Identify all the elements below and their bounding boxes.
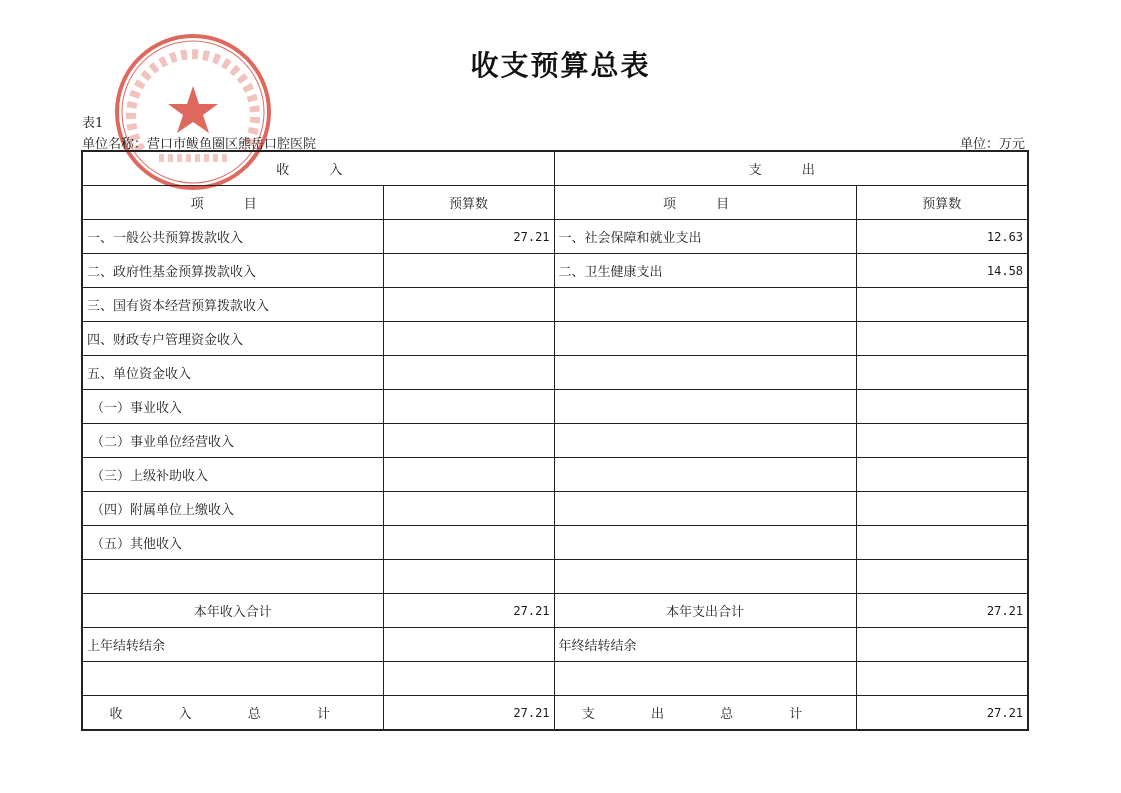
income-value-cell: [383, 492, 554, 526]
income-item-cell: 二、政府性基金预算拨款收入: [82, 254, 383, 288]
expense-value-cell: [856, 526, 1028, 560]
income-value-cell: [383, 288, 554, 322]
income-total-label: 上年结转结余: [82, 628, 383, 662]
income-total-value: 27.21: [383, 696, 554, 731]
income-value-cell: [383, 254, 554, 288]
table-row: [82, 492, 1028, 526]
expense-total-label: 本年支出合计: [554, 594, 856, 628]
income-value-cell: [383, 526, 554, 560]
expense-item-cell: [554, 424, 856, 458]
expense-item-cell: [554, 492, 856, 526]
income-item-cell: [82, 560, 383, 594]
expense-item-cell: [554, 322, 856, 356]
income-item-cell: 五、单位资金收入: [82, 356, 383, 390]
unit-name-value: 营口市鲅鱼圈区熊岳口腔医院: [147, 137, 317, 152]
income-header: 收 入: [82, 151, 554, 186]
income-value-cell: [383, 560, 554, 594]
income-total-label: 收 入 总 计: [82, 696, 383, 731]
income-item-cell: （二）事业单位经营收入: [82, 424, 383, 458]
income-value-cell: [383, 356, 554, 390]
table-row: [82, 424, 1028, 458]
expense-item-cell: 二、卫生健康支出: [554, 254, 856, 288]
expense-header: 支 出: [554, 151, 1028, 186]
year-total-row: [82, 594, 1028, 628]
income-item-cell: 一、一般公共预算拨款收入: [82, 220, 383, 254]
expense-value-cell: [856, 560, 1028, 594]
empty-cell: [856, 662, 1028, 696]
income-item-cell: （五）其他收入: [82, 526, 383, 560]
carryover-row: [82, 628, 1028, 662]
income-value-cell: [383, 322, 554, 356]
table-row: [82, 220, 1028, 254]
expense-item-cell: 一、社会保障和就业支出: [554, 220, 856, 254]
unit-measure: 单位：万元: [959, 137, 1025, 152]
table-body: [82, 151, 1028, 730]
grand-total-row: [82, 696, 1028, 731]
section-header-row: [82, 151, 1028, 186]
income-item-header: 项 目: [82, 186, 383, 220]
income-item-cell: 三、国有资本经营预算拨款收入: [82, 288, 383, 322]
expense-value-cell: [856, 390, 1028, 424]
expense-item-header: 项 目: [554, 186, 856, 220]
income-value-cell: 27.21: [383, 220, 554, 254]
expense-item-cell: [554, 390, 856, 424]
table-number: 表1: [82, 116, 104, 131]
expense-value-cell: [856, 322, 1028, 356]
expense-total-value: 27.21: [856, 696, 1028, 731]
expense-item-cell: [554, 356, 856, 390]
table-row: [82, 254, 1028, 288]
expense-total-label: 支 出 总 计: [554, 696, 856, 731]
income-item-cell: （三）上级补助收入: [82, 458, 383, 492]
expense-item-cell: [554, 288, 856, 322]
expense-value-cell: [856, 288, 1028, 322]
income-value-cell: [383, 390, 554, 424]
income-total-label: 本年收入合计: [82, 594, 383, 628]
expense-value-cell: [856, 492, 1028, 526]
expense-value-cell: [856, 356, 1028, 390]
expense-budget-header: 预算数: [856, 186, 1028, 220]
income-item-cell: 四、财政专户管理资金收入: [82, 322, 383, 356]
empty-cell: [383, 662, 554, 696]
income-item-cell: （四）附属单位上缴收入: [82, 492, 383, 526]
expense-item-cell: [554, 560, 856, 594]
table-row: [82, 390, 1028, 424]
expense-item-cell: [554, 458, 856, 492]
table-row: [82, 526, 1028, 560]
table-row: [82, 322, 1028, 356]
income-budget-header: 预算数: [383, 186, 554, 220]
expense-value-cell: [856, 458, 1028, 492]
expense-item-cell: [554, 526, 856, 560]
table-row: [82, 288, 1028, 322]
income-total-value: [383, 628, 554, 662]
table-row: [82, 356, 1028, 390]
income-item-cell: （一）事业收入: [82, 390, 383, 424]
expense-total-label: 年终结转结余: [554, 628, 856, 662]
income-total-value: 27.21: [383, 594, 554, 628]
income-value-cell: [383, 458, 554, 492]
table-row: [82, 458, 1028, 492]
expense-value-cell: 12.63: [856, 220, 1028, 254]
empty-cell: [82, 662, 383, 696]
column-header-row: [82, 186, 1028, 220]
expense-total-value: [856, 628, 1028, 662]
budget-summary-table: [81, 150, 1029, 731]
expense-value-cell: 14.58: [856, 254, 1028, 288]
unit-name-label: 单位名称：: [82, 137, 148, 152]
table-row: [82, 560, 1028, 594]
page-title: 收支预算总表: [470, 49, 651, 82]
income-value-cell: [383, 424, 554, 458]
empty-cell: [554, 662, 856, 696]
expense-total-value: 27.21: [856, 594, 1028, 628]
expense-value-cell: [856, 424, 1028, 458]
blank-row: [82, 662, 1028, 696]
